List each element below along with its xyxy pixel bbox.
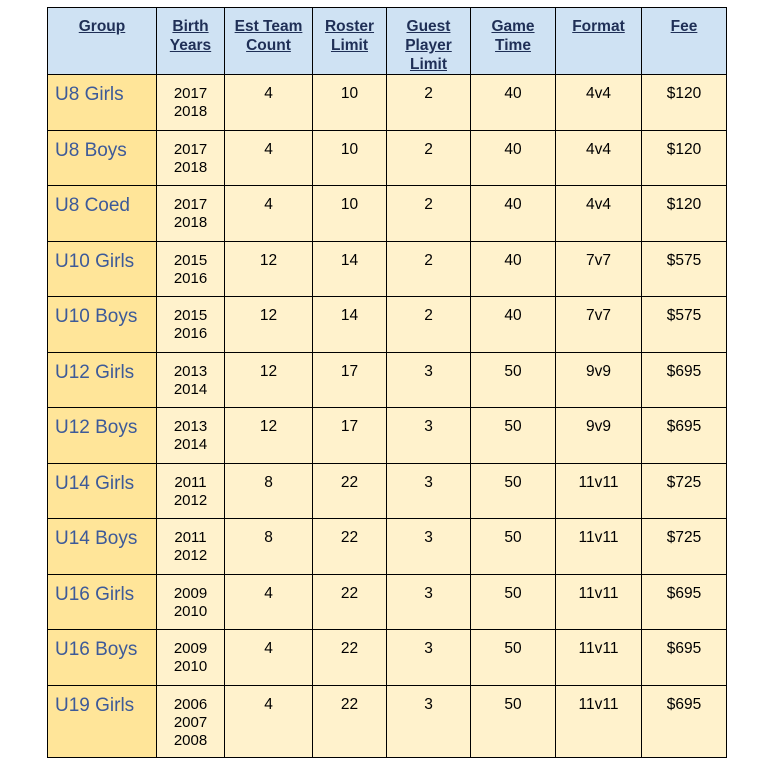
cell-group: U19 Girls bbox=[48, 685, 157, 757]
birth-year: 2016 bbox=[173, 269, 208, 287]
cell-roster-limit: 10 bbox=[313, 130, 387, 186]
birth-year: 2015 bbox=[173, 307, 208, 324]
cell-est-team-count: 4 bbox=[225, 130, 313, 186]
cell-guest-player-limit: 3 bbox=[387, 685, 471, 757]
cell-group: U16 Boys bbox=[48, 630, 157, 686]
header-game-time[interactable]: Game Time bbox=[471, 8, 556, 75]
birth-year: 2011 bbox=[174, 529, 207, 546]
table-row bbox=[48, 241, 727, 297]
cell-format: 9v9 bbox=[556, 408, 642, 464]
birth-year: 2012 bbox=[173, 547, 208, 564]
cell-group: U8 Boys bbox=[48, 130, 157, 186]
cell-birth-years bbox=[157, 630, 225, 686]
birth-year: 2009 bbox=[173, 584, 208, 602]
cell-roster-limit: 22 bbox=[313, 463, 387, 519]
cell-group: U10 Boys bbox=[48, 297, 157, 353]
cell-guest-player-limit: 3 bbox=[387, 519, 471, 575]
birth-year: 2007 bbox=[173, 713, 208, 731]
cell-est-team-count: 4 bbox=[225, 630, 313, 686]
birth-year: 2013 bbox=[173, 362, 208, 380]
cell-guest-player-limit: 2 bbox=[387, 241, 471, 297]
birth-year: 2008 bbox=[173, 731, 208, 749]
birth-year: 2014 bbox=[173, 436, 208, 453]
cell-guest-player-limit: 2 bbox=[387, 186, 471, 242]
cell-format: 11v11 bbox=[556, 685, 642, 757]
cell-guest-player-limit: 3 bbox=[387, 408, 471, 464]
cell-format: 11v11 bbox=[556, 463, 642, 519]
cell-fee: $695 bbox=[642, 685, 727, 757]
cell-game-time: 50 bbox=[471, 630, 556, 686]
cell-game-time: 40 bbox=[471, 75, 556, 131]
table-row bbox=[48, 130, 727, 186]
header-group[interactable]: Group bbox=[48, 8, 157, 75]
cell-format: 4v4 bbox=[556, 130, 642, 186]
header-guest-player-limit[interactable]: Guest Player Limit bbox=[387, 8, 471, 75]
birth-year: 2018 bbox=[173, 103, 208, 120]
cell-roster-limit: 10 bbox=[313, 186, 387, 242]
cell-format: 4v4 bbox=[556, 186, 642, 242]
cell-roster-limit: 22 bbox=[313, 519, 387, 575]
cell-est-team-count: 4 bbox=[225, 186, 313, 242]
cell-game-time: 40 bbox=[471, 297, 556, 353]
birth-year: 2017 bbox=[173, 140, 208, 158]
cell-birth-years bbox=[157, 408, 225, 464]
cell-fee: $120 bbox=[642, 130, 727, 186]
cell-roster-limit: 22 bbox=[313, 574, 387, 630]
cell-fee: $695 bbox=[642, 352, 727, 408]
cell-group: U10 Girls bbox=[48, 241, 157, 297]
table-row bbox=[48, 297, 727, 353]
cell-group: U12 Boys bbox=[48, 408, 157, 464]
birth-year: 2010 bbox=[173, 602, 208, 620]
birth-year: 2017 bbox=[173, 85, 208, 102]
table-body bbox=[48, 75, 727, 758]
cell-game-time: 50 bbox=[471, 352, 556, 408]
cell-birth-years bbox=[157, 186, 225, 242]
cell-est-team-count: 12 bbox=[225, 408, 313, 464]
cell-est-team-count: 12 bbox=[225, 352, 313, 408]
cell-group: U8 Girls bbox=[48, 75, 157, 131]
cell-guest-player-limit: 2 bbox=[387, 297, 471, 353]
cell-birth-years bbox=[157, 574, 225, 630]
cell-guest-player-limit: 3 bbox=[387, 630, 471, 686]
cell-birth-years bbox=[157, 519, 225, 575]
cell-fee: $695 bbox=[642, 408, 727, 464]
cell-birth-years bbox=[157, 685, 225, 757]
cell-group: U14 Girls bbox=[48, 463, 157, 519]
cell-format: 7v7 bbox=[556, 297, 642, 353]
table-row bbox=[48, 408, 727, 464]
cell-roster-limit: 22 bbox=[313, 630, 387, 686]
table-row bbox=[48, 186, 727, 242]
cell-est-team-count: 4 bbox=[225, 574, 313, 630]
cell-est-team-count: 4 bbox=[225, 75, 313, 131]
table-row bbox=[48, 574, 727, 630]
cell-format: 11v11 bbox=[556, 574, 642, 630]
table-row bbox=[48, 630, 727, 686]
cell-est-team-count: 8 bbox=[225, 519, 313, 575]
cell-game-time: 50 bbox=[471, 685, 556, 757]
cell-game-time: 40 bbox=[471, 241, 556, 297]
cell-game-time: 40 bbox=[471, 130, 556, 186]
cell-est-team-count: 4 bbox=[225, 685, 313, 757]
birth-year: 2010 bbox=[173, 658, 208, 675]
birth-year: 2015 bbox=[173, 251, 208, 269]
cell-format: 11v11 bbox=[556, 519, 642, 575]
table-row bbox=[48, 463, 727, 519]
cell-group: U12 Girls bbox=[48, 352, 157, 408]
birth-year: 2012 bbox=[173, 491, 208, 509]
cell-roster-limit: 14 bbox=[313, 297, 387, 353]
table-row bbox=[48, 352, 727, 408]
cell-fee: $725 bbox=[642, 519, 727, 575]
league-table bbox=[47, 7, 727, 758]
cell-format: 9v9 bbox=[556, 352, 642, 408]
header-fee[interactable]: Fee bbox=[642, 8, 727, 75]
cell-guest-player-limit: 3 bbox=[387, 574, 471, 630]
cell-fee: $575 bbox=[642, 241, 727, 297]
cell-format: 4v4 bbox=[556, 75, 642, 131]
cell-fee: $695 bbox=[642, 630, 727, 686]
cell-fee: $725 bbox=[642, 463, 727, 519]
cell-roster-limit: 17 bbox=[313, 408, 387, 464]
cell-game-time: 50 bbox=[471, 408, 556, 464]
cell-game-time: 50 bbox=[471, 463, 556, 519]
cell-roster-limit: 22 bbox=[313, 685, 387, 757]
cell-roster-limit: 17 bbox=[313, 352, 387, 408]
birth-year: 2016 bbox=[173, 325, 208, 342]
cell-fee: $575 bbox=[642, 297, 727, 353]
cell-format: 11v11 bbox=[556, 630, 642, 686]
cell-format: 7v7 bbox=[556, 241, 642, 297]
birth-year: 2018 bbox=[173, 214, 208, 231]
cell-game-time: 40 bbox=[471, 186, 556, 242]
cell-birth-years bbox=[157, 130, 225, 186]
header-est-team-count[interactable]: Est Team Count bbox=[225, 8, 313, 75]
cell-guest-player-limit: 3 bbox=[387, 463, 471, 519]
header-birth-years[interactable]: Birth Years bbox=[157, 8, 225, 75]
cell-guest-player-limit: 2 bbox=[387, 130, 471, 186]
cell-fee: $120 bbox=[642, 186, 727, 242]
birth-year: 2011 bbox=[174, 473, 207, 491]
header-row bbox=[48, 8, 727, 75]
birth-year: 2009 bbox=[173, 640, 208, 657]
cell-birth-years bbox=[157, 352, 225, 408]
cell-fee: $695 bbox=[642, 574, 727, 630]
cell-birth-years bbox=[157, 241, 225, 297]
header-roster-limit[interactable]: Roster Limit bbox=[313, 8, 387, 75]
cell-fee: $120 bbox=[642, 75, 727, 131]
header-format[interactable]: Format bbox=[556, 8, 642, 75]
birth-year: 2014 bbox=[173, 380, 208, 398]
birth-year: 2017 bbox=[173, 196, 208, 213]
cell-group: U8 Coed bbox=[48, 186, 157, 242]
table-row bbox=[48, 75, 727, 131]
cell-guest-player-limit: 2 bbox=[387, 75, 471, 131]
cell-est-team-count: 8 bbox=[225, 463, 313, 519]
cell-birth-years bbox=[157, 463, 225, 519]
cell-group: U14 Boys bbox=[48, 519, 157, 575]
cell-est-team-count: 12 bbox=[225, 241, 313, 297]
cell-est-team-count: 12 bbox=[225, 297, 313, 353]
cell-game-time: 50 bbox=[471, 519, 556, 575]
table-row bbox=[48, 519, 727, 575]
cell-group: U16 Girls bbox=[48, 574, 157, 630]
cell-roster-limit: 14 bbox=[313, 241, 387, 297]
table-row bbox=[48, 685, 727, 757]
birth-year: 2013 bbox=[173, 418, 208, 435]
cell-game-time: 50 bbox=[471, 574, 556, 630]
birth-year: 2006 bbox=[173, 695, 208, 713]
cell-birth-years bbox=[157, 297, 225, 353]
cell-guest-player-limit: 3 bbox=[387, 352, 471, 408]
cell-roster-limit: 10 bbox=[313, 75, 387, 131]
birth-year: 2018 bbox=[173, 158, 208, 176]
cell-birth-years bbox=[157, 75, 225, 131]
